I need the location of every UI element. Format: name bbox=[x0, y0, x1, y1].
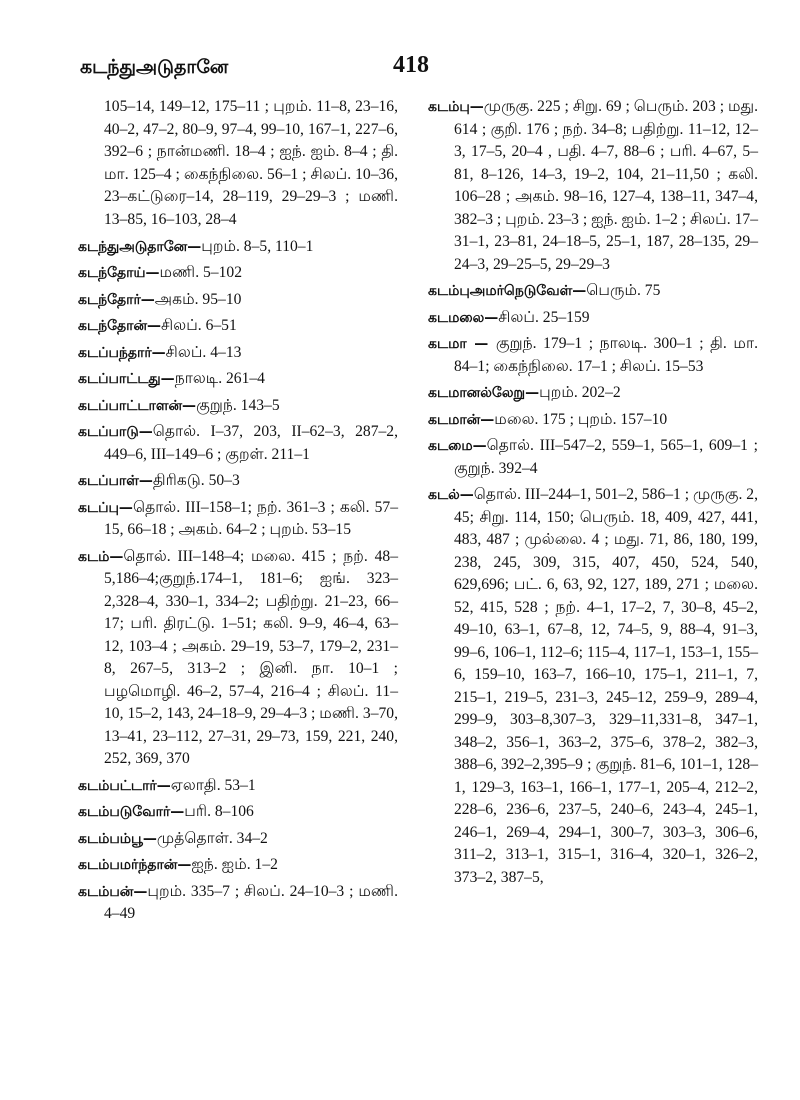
index-entry bbox=[78, 546, 398, 771]
entry-references: முத்தொள். 34–2 bbox=[156, 829, 268, 847]
entry-references: குறுந். 179–1 ; நாலடி. 300–1 ; தி. மா. 84–1; கைந்நிலை. 17–1 ; சிலப். 15–53 bbox=[454, 335, 758, 375]
index-entry bbox=[78, 854, 398, 877]
entry-references: மணி. 5–102 bbox=[159, 264, 242, 282]
index-entry bbox=[78, 368, 398, 391]
entry-references: புறம். 202–2 bbox=[539, 384, 621, 401]
index-entry bbox=[428, 280, 758, 303]
entry-headword: கடப்பாட்டது— bbox=[78, 371, 175, 388]
index-entry bbox=[78, 801, 398, 824]
entry-headword: கடல்— bbox=[428, 487, 474, 503]
index-entry bbox=[78, 315, 398, 338]
entry-references: பெரும். 75 bbox=[586, 282, 661, 299]
index-entry bbox=[78, 421, 398, 466]
index-entry bbox=[78, 236, 398, 259]
entry-references: மலை. 175 ; புறம். 157–10 bbox=[494, 410, 668, 428]
index-entry bbox=[78, 342, 398, 365]
index-entry bbox=[78, 395, 398, 418]
entry-headword: கடப்பு— bbox=[78, 499, 133, 516]
entry-headword: கடம்பம்பூ— bbox=[78, 830, 157, 847]
running-head: கடந்துஅடுதானே bbox=[80, 56, 229, 78]
entry-references: ஏலாதி. 53–1 bbox=[170, 776, 256, 794]
entry-headword: கடம்பட்டார்— bbox=[78, 777, 171, 794]
index-entry bbox=[428, 333, 758, 378]
index-entry bbox=[78, 881, 398, 926]
entry-references: தொல். III–547–2, 559–1, 565–1, 609–1 ; குறுந். 392–4 bbox=[454, 437, 758, 477]
index-entry bbox=[428, 484, 758, 889]
entry-references: திரிகடு. 50–3 bbox=[152, 472, 240, 490]
right-entries bbox=[428, 96, 758, 889]
entry-headword: கடமான்— bbox=[428, 411, 495, 428]
entry-references: அகம். 95–10 bbox=[154, 290, 242, 308]
entry-references: ஐந். ஐம். 1–2 bbox=[191, 856, 278, 874]
index-entry bbox=[428, 307, 758, 330]
continued-entry: 105–14, 149–12, 175–11 ; புறம். 11–8, 23–16, 40–2, 47–2, 80–9, 97–4, 99–10, 167–1, 227–6, 392–6 ; நான்மணி. 18–4 ; ஐந். ஐம். 8–4 ; தி. மா. 125–4 ; கைந்நிலை. 56–1 ; சிலப். 10–36, 23–கட்டுரை–14, 28–119, 29–29–3 ; மணி. 13–85, 16–103, 28–4 bbox=[104, 98, 398, 228]
entry-references: தொல். I–37, 203, II–62–3, 287–2, 449–6, III–149–6 ; குறள். 211–1 bbox=[104, 423, 398, 463]
index-entry bbox=[78, 828, 398, 851]
entry-references: பரி. 8–106 bbox=[184, 803, 254, 821]
page-number: 418 bbox=[393, 52, 429, 78]
page-header bbox=[80, 52, 740, 88]
entry-headword: கடமானல்லேறு— bbox=[428, 385, 540, 401]
entry-headword: கடந்தோய்— bbox=[78, 265, 160, 282]
entry-headword: கடப்பாள்— bbox=[78, 473, 153, 490]
entry-references: நாலடி. 261–4 bbox=[174, 370, 265, 388]
entry-headword: கடந்துஅடுதானே— bbox=[78, 238, 202, 255]
entry-references: முருகு. 225 ; சிறு. 69 ; பெரும். 203 ; மது. 614 ; குறி. 176 ; நற். 34–8; பதிற்று. 11–12, 12–3, 17–5, 20–4 , பதி. 4–7, 88–6 ; பரி. 4–67, 5–81, 8–126, 14–3, 19–2, 104, 21–11,50 ; கலி. 106–28 ; அகம். 98–16, 127–4, 138–11, 347–4, 382–3 ; புறம். 23–3 ; ஐந். ஐம். 1–2 ; சிலப். 17–31–1, 23–81, 24–18–5, 25–1, 187, 28–135, 29–24–3, 29–25–5, 29–29–3 bbox=[454, 98, 758, 273]
index-entry bbox=[78, 289, 398, 312]
index-entry bbox=[428, 409, 758, 432]
entry-references: தொல். III–158–1; நற். 361–3 ; கலி. 57–15, 66–18 ; அகம். 64–2 ; புறம். 53–15 bbox=[104, 498, 398, 539]
entry-references: குறுந். 143–5 bbox=[196, 396, 280, 414]
left-entries bbox=[78, 236, 398, 926]
entry-references: சிலப். 4–13 bbox=[165, 343, 242, 361]
entry-references: புறம். 335–7 ; சிலப். 24–10–3 ; மணி. 4–49 bbox=[104, 882, 398, 923]
right-column bbox=[428, 96, 758, 893]
entry-headword: கடமலை— bbox=[428, 309, 499, 326]
entry-references: சிலப். 25–159 bbox=[498, 308, 590, 326]
index-entry bbox=[428, 382, 758, 405]
index-entry bbox=[78, 775, 398, 798]
entry-headword: கடம்பன்— bbox=[78, 883, 148, 900]
entry-headword: கடம்பு— bbox=[428, 99, 484, 115]
index-entry bbox=[428, 96, 758, 276]
entry-headword: கடம்படுவோர்— bbox=[78, 804, 185, 821]
index-entry bbox=[428, 435, 758, 480]
entry-references: சிலப். 6–51 bbox=[161, 317, 237, 335]
entry-headword: கடமை— bbox=[428, 438, 487, 454]
entry-references: தொல். III–244–1, 501–2, 586–1 ; முருகு. 2, 45; சிறு. 114, 150; பெரும். 18, 409, 427, 441, 483, 487 ; முல்லை. 4 ; மது. 71, 86, 180, 199, 238, 245, 309, 315, 407, 450, 524, 540, 629,696; பட். 6, 63, 92, 127, 189, 271 ; மலை. 52, 415, 528 ; நற். 4–1, 17–2, 7, 30–8, 45–2, 49–10, 63–1, 67–8, 12, 74–5, 9, 88–4, 91–3, 99–6, 106–1, 112–6; 115–4, 117–1, 153–1, 155–6, 159–10, 163–7, 166–10, 175–1, 211–1, 7, 215–1, 219–5, 231–3, 245–12, 259–9, 289–4, 299–9, 303–8,307–3, 329–11,331–8, 347–1, 348–2, 356–1, 363–2, 375–6, 378–2, 382–3, 388–6, 392–2,395–9 ; குறுந். 81–6, 101–1, 128–1, 129–3, 163–1, 166–1, 177–1, 205–4, 212–2, 228–6, 236–6, 237–5, 240–6, 243–4, 245–1, 246–1, 269–4, 294–1, 300–7, 303–3, 306–6, 311–2, 313–1, 315–1, 316–4, 320–1, 326–2, 373–2, 387–5, bbox=[454, 486, 758, 886]
entry-headword: கடமா — bbox=[428, 336, 496, 352]
left-column bbox=[78, 96, 398, 930]
entry-headword: கடம்புஅமர்நெடுவேள்— bbox=[428, 283, 587, 299]
entry-references: புறம். 8–5, 110–1 bbox=[201, 237, 314, 255]
entry-headword: கடப்பாட்டாளன்— bbox=[78, 397, 197, 414]
entry-headword: கடந்தோர்— bbox=[78, 291, 155, 308]
entry-headword: கடம்— bbox=[78, 548, 124, 565]
index-entry bbox=[78, 470, 398, 493]
entry-headword: கடப்பந்தார்— bbox=[78, 344, 166, 361]
index-entry bbox=[78, 497, 398, 542]
entry-headword: கடந்தோன்— bbox=[78, 318, 162, 335]
entry-headword: கடப்பாடு— bbox=[78, 424, 153, 441]
index-entry bbox=[78, 262, 398, 285]
entry-references: தொல். III–148–4; மலை. 415 ; நற். 48–5,186–4;குறுந்.174–1, 181–6; ஐங். 323–2,328–4, 330–1, 334–2; பதிற்று. 21–23, 66–17; பரி. திரட்டு. 1–51; கலி. 9–9, 46–4, 63–12, 103–4 ; அகம். 29–19, 53–7, 179–2, 231–8, 267–5, 313–2 ; இனி. நா. 10–1 ; பழமொழி. 46–2, 57–4, 216–4 ; சிலப். 11–10, 15–2, 143, 24–18–9, 29–4–3 ; மணி. 3–70, 13–41, 23–112, 27–31, 29–73, 159, 221, 240, 252, 369, 370 bbox=[104, 547, 398, 768]
entry-headword: கடம்பமர்ந்தான்— bbox=[78, 857, 192, 874]
